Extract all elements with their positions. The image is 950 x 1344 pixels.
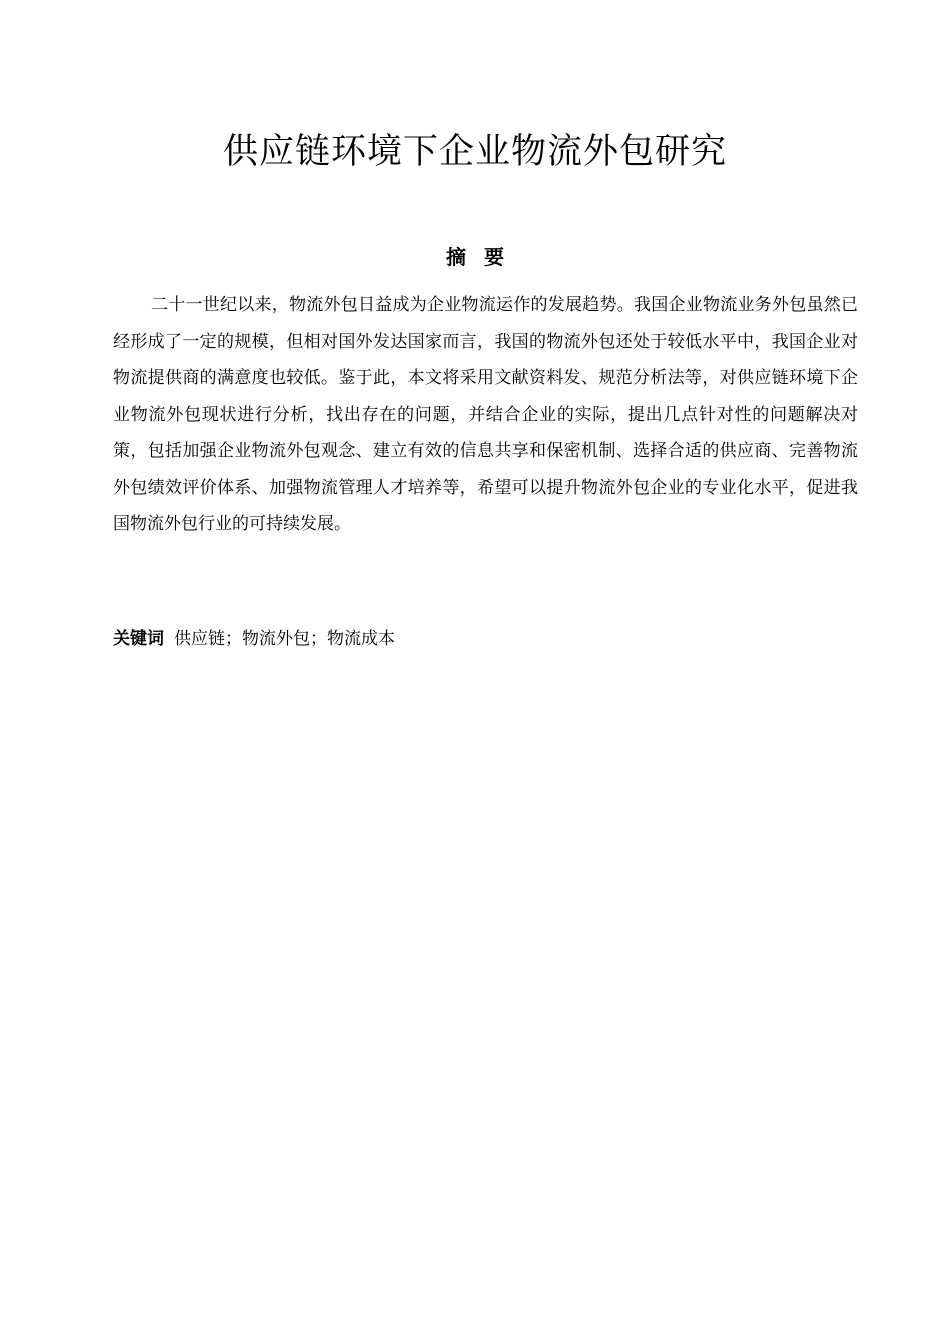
keywords-line bbox=[113, 624, 858, 654]
keywords-label: 关键词 bbox=[113, 629, 164, 649]
keywords-value: 供应链；物流外包；物流成本 bbox=[174, 629, 395, 649]
paper-title: 供应链环境下企业物流外包研究 bbox=[222, 132, 727, 172]
abstract-heading: 摘要 bbox=[446, 245, 522, 269]
abstract-body: 二十一世纪以来，物流外包日益成为企业物流运作的发展趋势。我国企业物流业务外包虽然已经形成了一定的规模，但相对国外发达国家而言，我国的物流外包还处于较低水平中，我国企业对物流提供商的满意度也较低。鉴于此，本文将采用文献资料发、规范分析法等，对供应链环境下企业物流外包现状进行分析，找出存在的问题，并结合企业的实际，提出几点针对性的问题解决对策，包括加强企业物流外包观念、建立有效的信息共享和保密机制、选择合适的供应商、完善物流外包绩效评价体系、加强物流管理人才培养等，希望可以提升物流外包企业的专业化水平，促进我国物流外包行业的可持续发展。 bbox=[113, 295, 858, 534]
